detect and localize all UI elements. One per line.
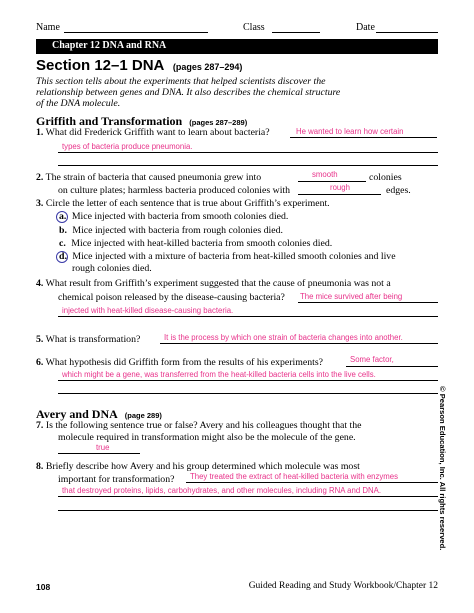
option-text: Mice injected with heat-killed bacteria from smooth colonies died. [71, 238, 333, 249]
date-field[interactable] [376, 32, 438, 33]
question-text: What is transformation? [45, 334, 141, 345]
answer-field[interactable] [160, 343, 438, 344]
name-field[interactable] [64, 32, 208, 33]
answer-4-line2: injected with heat-killed disease-causing bacteria. [62, 306, 234, 315]
heading-avery-pages: (page 289) [124, 411, 162, 420]
option-c[interactable] [59, 238, 332, 250]
question-7 [36, 420, 361, 432]
question-number: 3. [36, 198, 44, 209]
intro-line: of the DNA molecule. [36, 98, 121, 109]
question-number: 4. [36, 278, 44, 289]
chapter-bar [36, 39, 438, 54]
question-text: Briefly describe how Avery and his group determined which molecule was most [45, 461, 360, 472]
answer-field[interactable] [346, 366, 438, 367]
answer-line[interactable] [58, 152, 438, 153]
question-2 [36, 172, 261, 184]
option-text: rough colonies died. [72, 263, 152, 274]
answer-8-line1: They treated the extract of heat-killed bacteria with enzymes [190, 472, 399, 481]
question-text: What result from Griffith’s experiment suggested that the cause of pneumonia was not a [45, 278, 391, 289]
answer-field[interactable] [298, 302, 438, 303]
option-b[interactable] [59, 225, 283, 237]
option-text: Mice injected with a mixture of bacteria from heat-killed smooth colonies and live [72, 251, 396, 262]
question-text: molecule required in transformation might also be the molecule of the gene. [58, 432, 356, 443]
question-text: chemical poison released by the disease-causing bacteria? [58, 292, 285, 303]
answer-field[interactable] [186, 482, 438, 483]
option-a[interactable] [59, 211, 288, 223]
option-d[interactable] [59, 251, 396, 263]
question-number: 1. [36, 127, 44, 138]
answer-7: true [96, 443, 110, 452]
section-intro [36, 76, 340, 109]
footer-book-title: Guided Reading and Study Workbook/Chapter 12 [248, 581, 438, 591]
option-letter: a. [59, 211, 67, 222]
answer-line[interactable] [58, 165, 438, 166]
answer-8-line2: that destroyed proteins, lipids, carbohydrates, and other molecules, including RNA and DNA. [62, 486, 381, 495]
intro-line: relationship between genes and DNA. It also describes the chemical structure [36, 87, 341, 98]
answer-2-blank2: rough [330, 183, 350, 192]
answer-field[interactable] [58, 453, 140, 454]
date-label: Date [356, 22, 375, 33]
answer-line[interactable] [58, 380, 438, 381]
intro-line: This section tells about the experiments that helped scientists discover the [36, 76, 326, 87]
answer-6-line2: which might be a gene, was transferred from the heat-killed bacteria cells into the live cells. [62, 370, 376, 379]
answer-line[interactable] [58, 393, 438, 394]
class-label: Class [243, 22, 265, 33]
question-6 [36, 357, 323, 369]
option-letter: c. [59, 238, 66, 249]
option-text: Mice injected with bacteria from rough colonies died. [72, 225, 283, 236]
question-4 [36, 278, 391, 290]
answer-field[interactable] [298, 194, 381, 195]
question-5 [36, 334, 140, 346]
question-text: What did Frederick Griffith want to learn about bacteria? [45, 127, 270, 138]
name-label: Name [36, 22, 60, 33]
question-text: What hypothesis did Griffith form from the results of his experiments? [45, 357, 323, 368]
question-text: The strain of bacteria that caused pneumonia grew into [45, 172, 262, 183]
class-field[interactable] [272, 32, 320, 33]
answer-4-line1: The mice survived after being [300, 292, 403, 301]
question-number: 7. [36, 420, 44, 431]
answer-field[interactable] [298, 181, 366, 182]
section-pages: (pages 287–294) [172, 62, 243, 72]
question-text: on culture plates; harmless bacteria produced colonies with [58, 185, 291, 196]
question-number: 8. [36, 461, 44, 472]
question-1 [36, 127, 270, 139]
answer-field[interactable] [290, 137, 437, 138]
answer-line[interactable] [58, 316, 438, 317]
question-text: important for transformation? [58, 474, 175, 485]
question-text: colonies [369, 172, 402, 183]
heading-avery-title: Avery and DNA [36, 407, 118, 421]
option-text: Mice injected with bacteria from smooth colonies died. [71, 211, 289, 222]
question-text: edges. [386, 185, 411, 196]
question-number: 2. [36, 172, 44, 183]
copyright-notice: © Pearson Education, Inc. All rights reserved. [438, 386, 447, 551]
option-letter: b. [59, 225, 67, 236]
answer-1-line2: types of bacteria produce pneumonia. [62, 142, 193, 151]
answer-2-blank1: smooth [312, 170, 338, 179]
answer-5: It is the process by which one strain of bacteria changes into another. [164, 333, 403, 342]
heading-griffith-pages: (pages 287–289) [189, 118, 248, 127]
section-title-text: Section 12–1 DNA [36, 57, 165, 74]
answer-6-line1: Some factor, [350, 355, 394, 364]
question-text: Circle the letter of each sentence that is true about Griffith’s experiment. [45, 198, 330, 209]
question-text: Is the following sentence true or false? Avery and his colleagues thought that the [45, 420, 362, 431]
answer-line[interactable] [58, 496, 438, 497]
question-number: 6. [36, 357, 44, 368]
heading-griffith-title: Griffith and Transformation [36, 114, 183, 128]
question-number: 5. [36, 334, 44, 345]
section-title [36, 57, 242, 75]
chapter-title: Chapter 12 DNA and RNA [52, 40, 167, 51]
answer-1-line1: He wanted to learn how certain [296, 127, 404, 136]
page-number: 108 [36, 582, 51, 592]
answer-line[interactable] [58, 510, 438, 511]
question-3 [36, 198, 330, 210]
option-letter: d. [59, 251, 67, 262]
